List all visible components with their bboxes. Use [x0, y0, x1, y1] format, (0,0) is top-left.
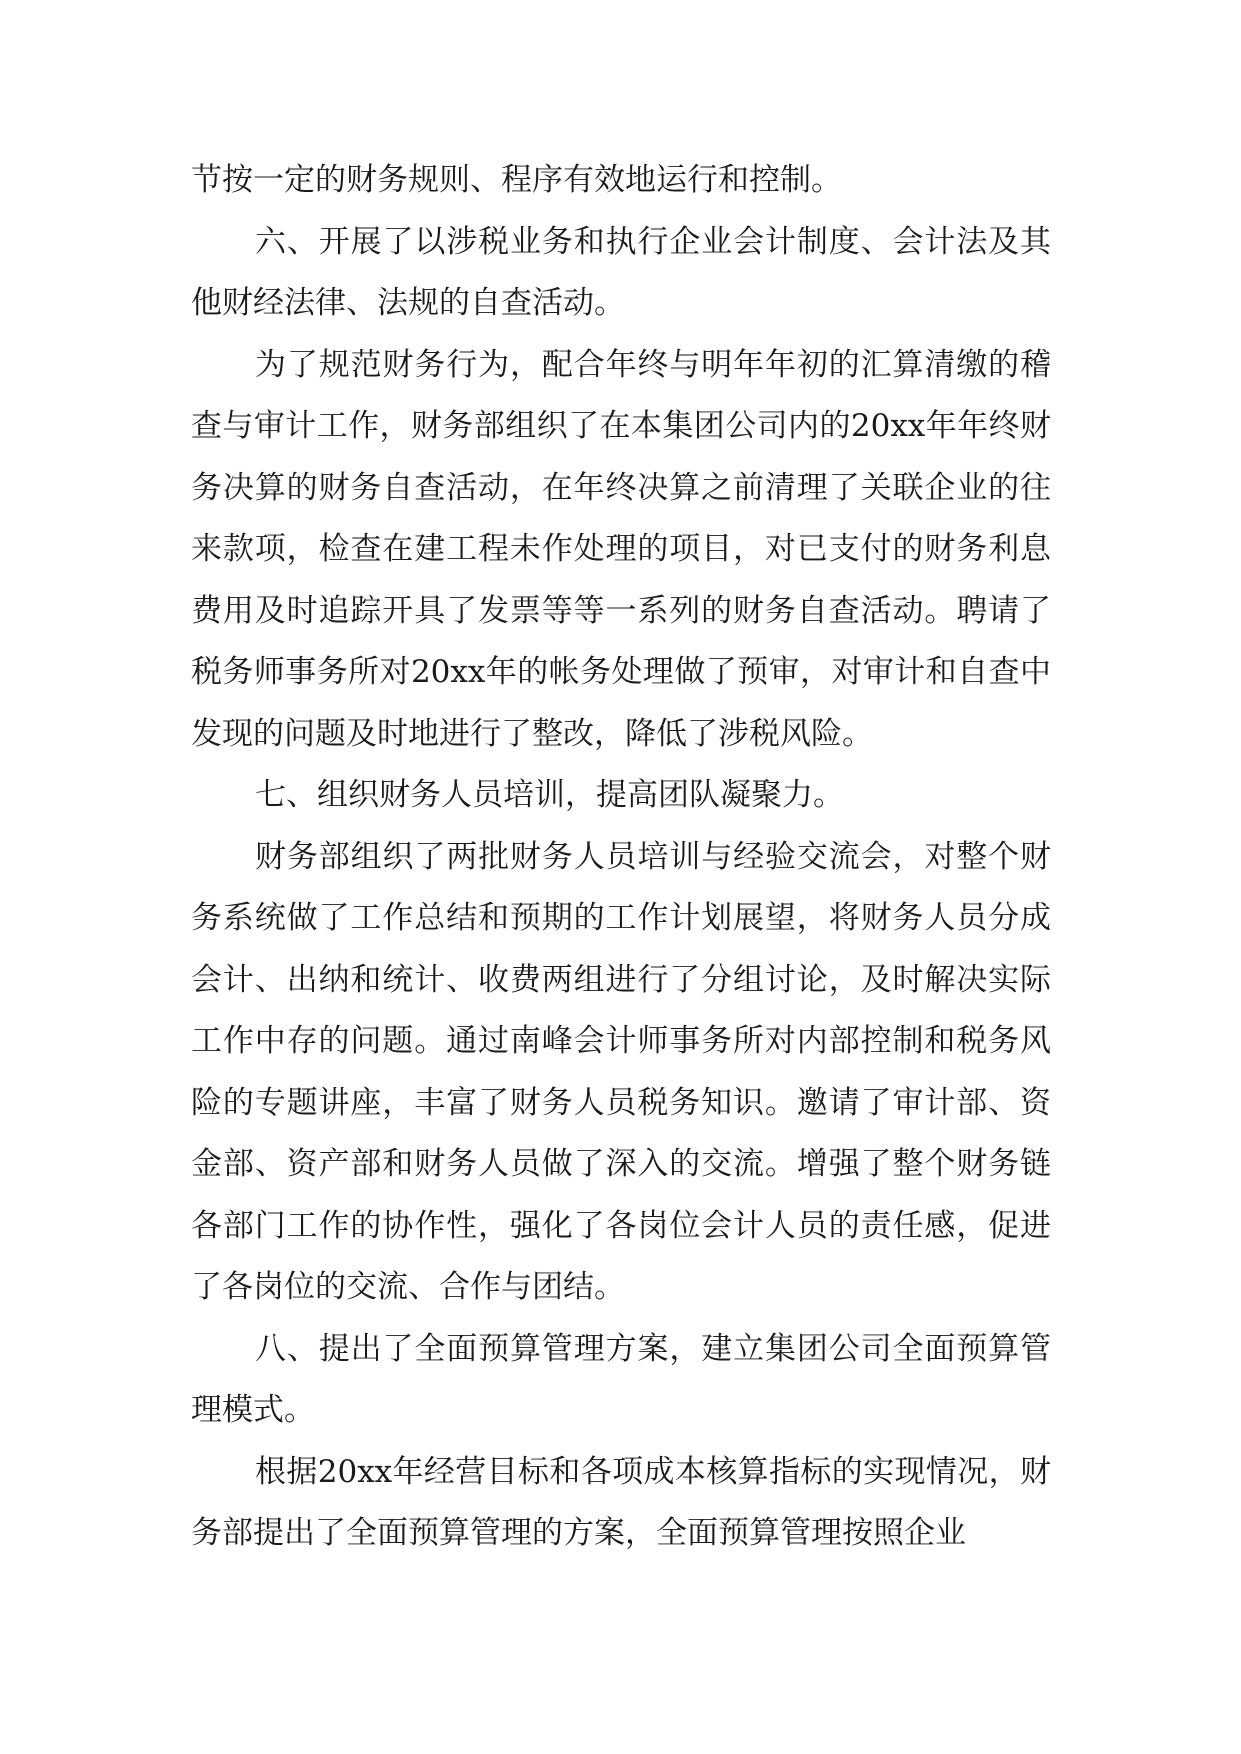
document-body [191, 150, 1051, 1565]
paragraph-continuation: 节按一定的财务规则、程序有效地运行和控制。 [191, 162, 842, 198]
paragraph-training: 财务部组织了两批财务人员培训与经验交流会，对整个财务系统做了工作总结和预期的工作计划展望，将财务人员分成会计、出纳和统计、收费两组进行了分组讨论，及时解决实际工作中存的问题。通过南峰会计师事务所对内部控制和税务风险的专题讲座，丰富了财务人员税务知识。邀请了审计部、资金部、资产部和财务人员做了深入的交流。增强了整个财务链各部门工作的协作性，强化了各岗位会计人员的责任感，促进了各岗位的交流、合作与团结。 [191, 838, 1051, 1305]
heading-six: 六、开展了以涉税业务和执行企业会计制度、会计法及其他财经法律、法规的自查活动。 [191, 223, 1051, 321]
paragraph-budget: 根据20xx年经营目标和各项成本核算指标的实现情况，财务部提出了全面预算管理的方案，全面预算管理按照企业 [191, 1453, 1051, 1551]
paragraph-self-inspection: 为了规范财务行为，配合年终与明年年初的汇算清缴的稽查与审计工作，财务部组织了在本集团公司内的20xx年年终财务决算的财务自查活动，在年终决算之前清理了关联企业的往来款项，检查在建工程未作处理的项目，对已支付的财务利息费用及时追踪开具了发票等等一系列的财务自查活动。聘请了税务师事务所对20xx年的帐务处理做了预审，对审计和自查中发现的问题及时地进行了整改，降低了涉税风险。 [191, 346, 1051, 752]
heading-eight: 八、提出了全面预算管理方案，建立集团公司全面预算管理模式。 [191, 1330, 1051, 1428]
heading-seven: 七、组织财务人员培训，提高团队凝聚力。 [255, 777, 844, 813]
